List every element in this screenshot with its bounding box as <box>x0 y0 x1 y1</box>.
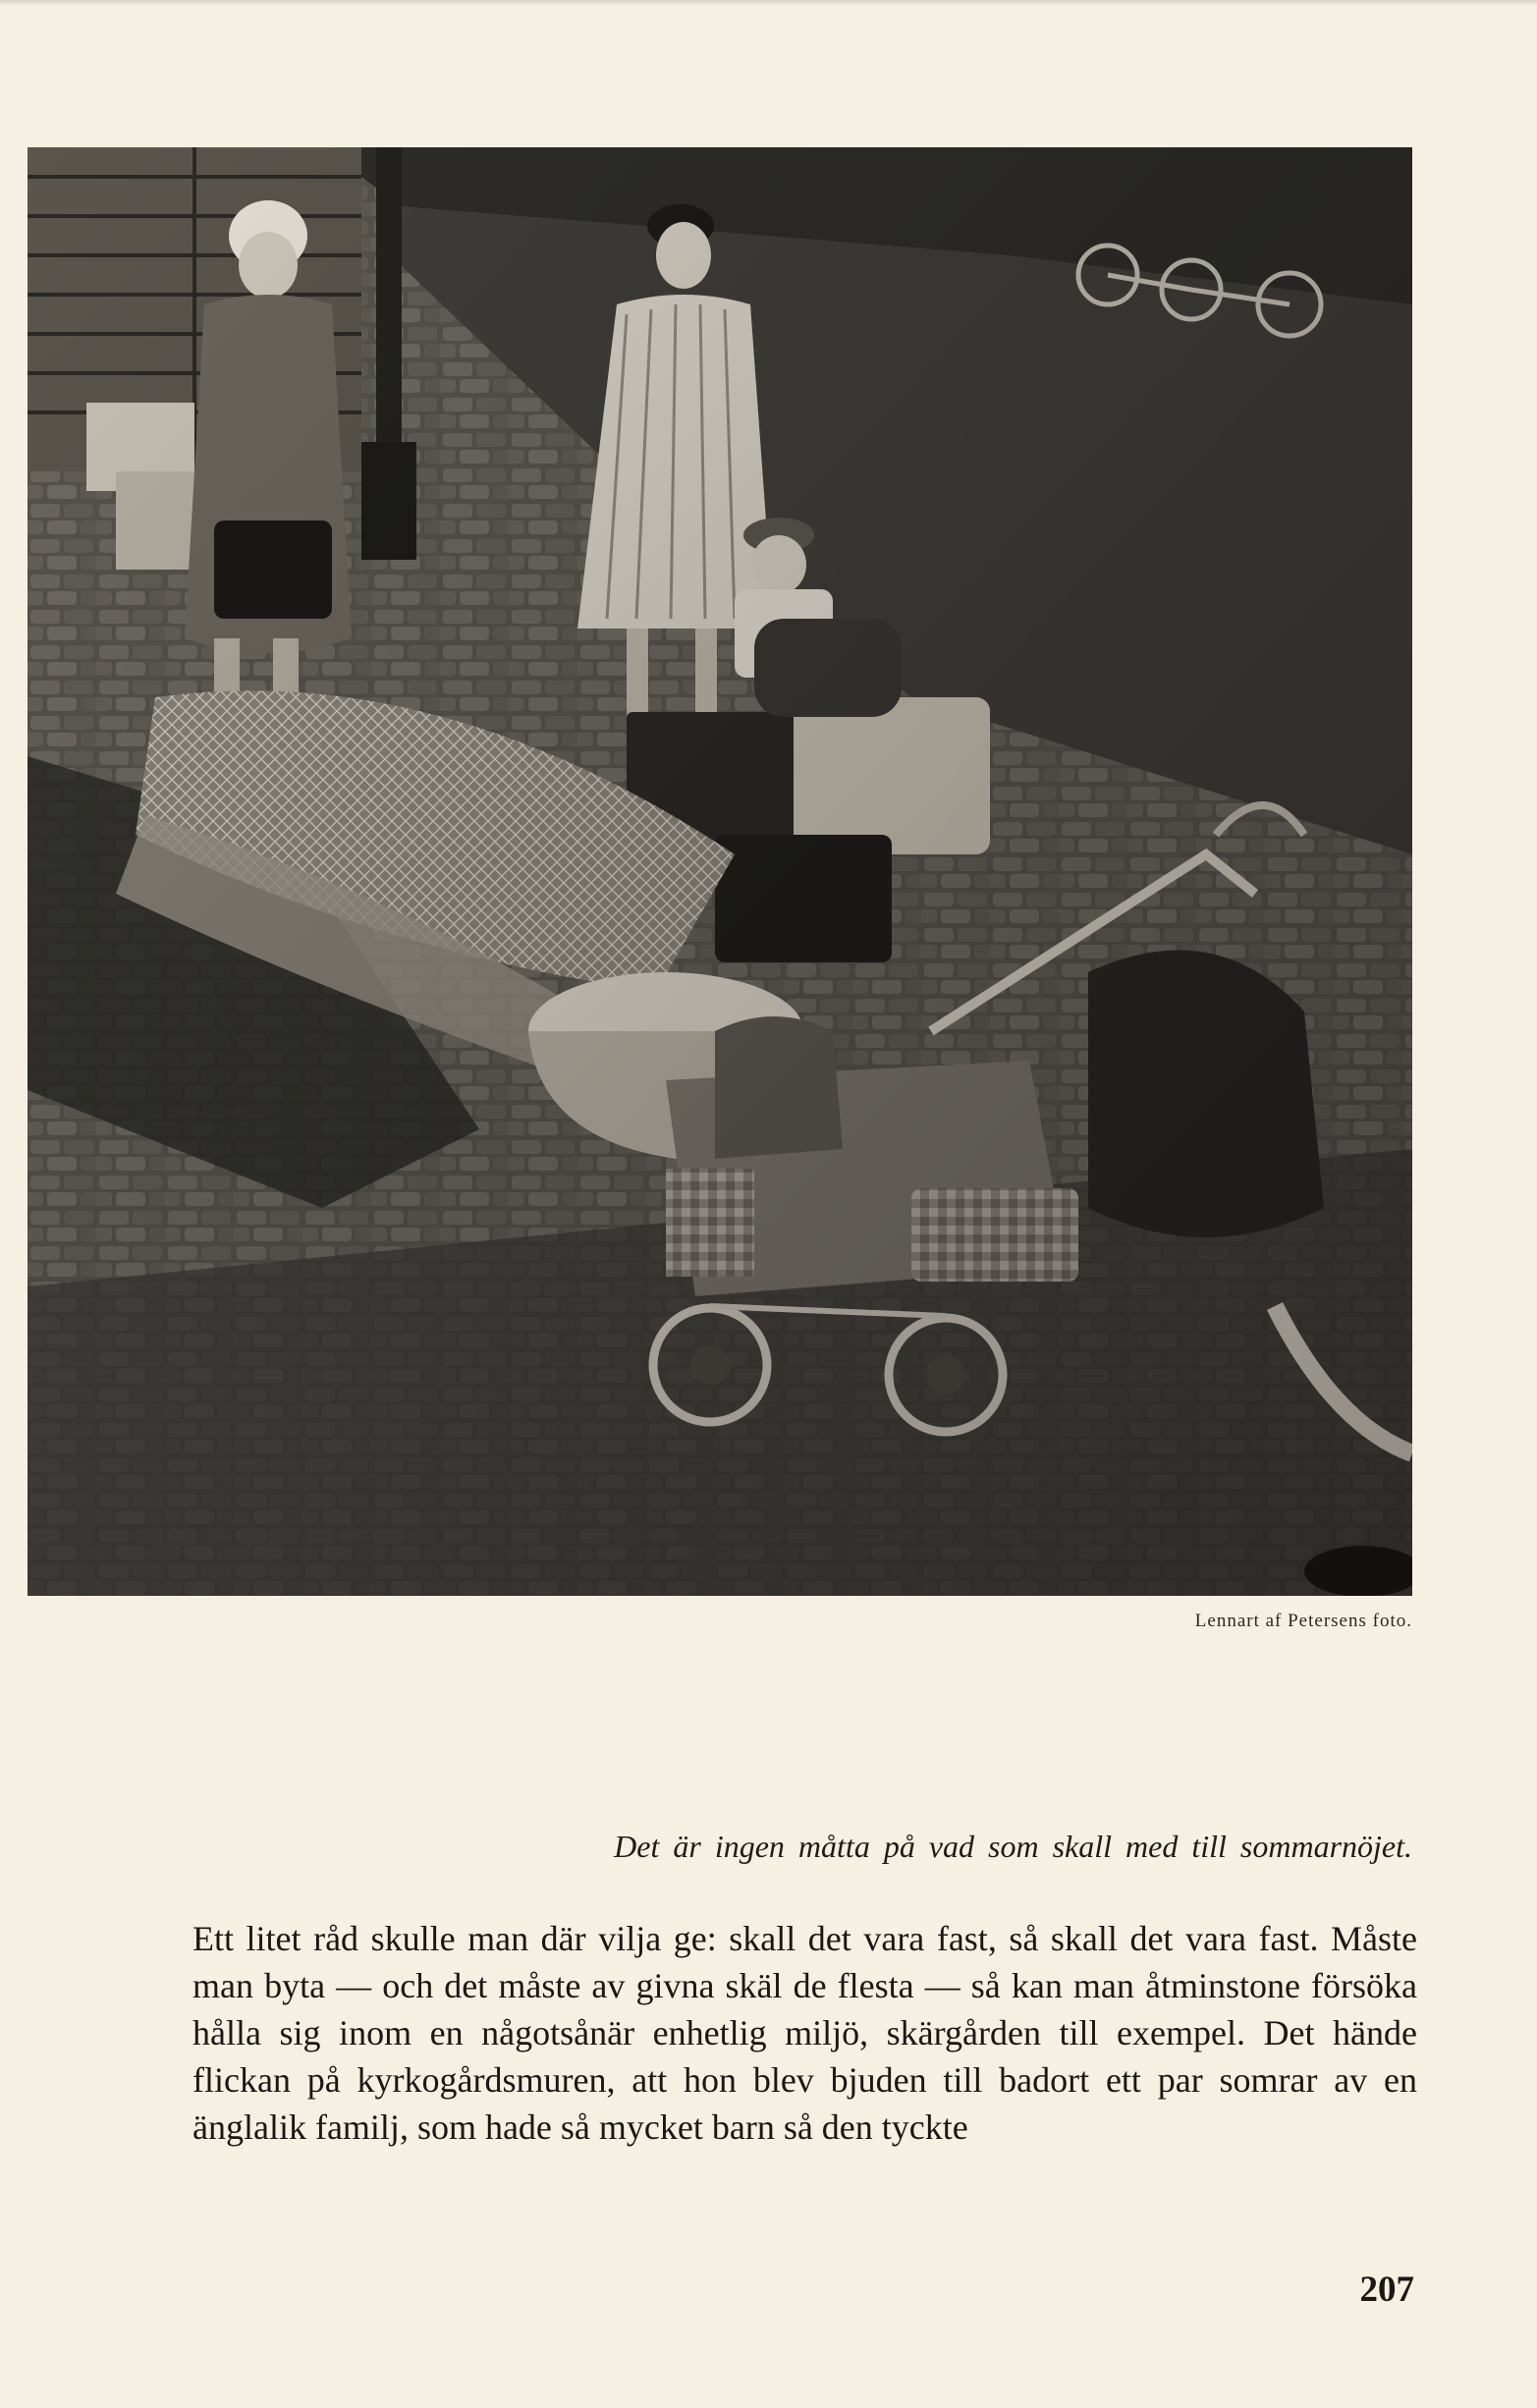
body-paragraph: Ett litet råd skulle man där vilja ge: skall det vara fast, så skall det vara fast. Måste man byta — och det måste av givna skäl de flesta — så kan man åtminstone försöka hålla sig inom en någotsånär enhetlig miljö, skärgården till exempel. Det hände flickan på kyrkogårdsmuren, att hon blev bjuden till badort ett par somrar av en änglalik familj, som hade så mycket barn så den tyckte <box>192 1919 1417 2147</box>
photo-caption: Det är ingen måtta på vad som skall med till sommarnöjet. <box>614 1829 1412 1864</box>
photo-credit: Lennart af Petersens foto. <box>1194 1611 1412 1631</box>
page-number: 207 <box>1359 2270 1414 2310</box>
photograph <box>27 147 1412 1596</box>
page-edge <box>0 0 1537 6</box>
photo-illustration <box>27 147 1412 1596</box>
